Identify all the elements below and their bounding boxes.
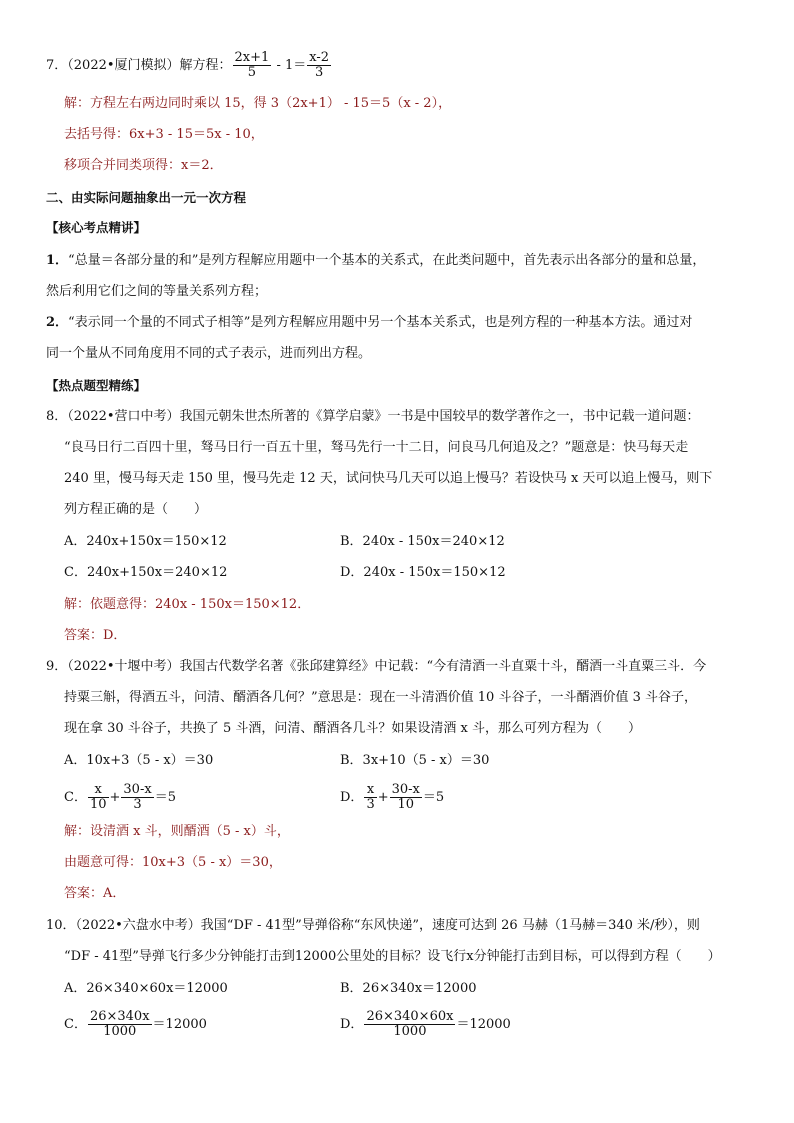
q9-answer: 答案：A． (64, 886, 126, 901)
q7-solution-3: 移项合并同类项得：x＝2． (64, 158, 223, 173)
q7-frac2-num: x-2 (309, 50, 330, 65)
q9-option-b[interactable]: B．3x+10（5 - x）＝30 (340, 753, 490, 768)
q7-fraction-left (233, 51, 272, 80)
core-header: 【核心考点精讲】 (46, 220, 147, 235)
q9-c-plus: + (109, 790, 121, 805)
q10-line-2: “DF - 41型”导弹飞行多少分钟能打击到12000公里处的目标？设飞行x分钟能打击到目标，可以得到方程（ ） (64, 949, 721, 964)
q7-frac1-num: 2x+1 (234, 50, 270, 65)
q9-option-c-frac-1 (88, 783, 109, 812)
q7-frac1-den: 5 (247, 65, 257, 80)
q7-stem-prefix: 7．（2022•厦门模拟）解方程： (46, 58, 232, 73)
q9-solution-2: 由题意可得：10x+3（5 - x）＝30， (64, 855, 282, 870)
q10-d-num: 26×340×60x (366, 1009, 454, 1024)
core-point-2-number: 2． (46, 315, 69, 330)
q9-c-f2-num: 30-x (123, 782, 152, 797)
core-point-2-line-1 (46, 313, 692, 333)
q7-stem-mid: - 1＝ (272, 58, 307, 73)
q10-option-d[interactable] (340, 1005, 511, 1045)
q9-option-c[interactable] (64, 778, 176, 818)
q10-c-den: 1000 (103, 1024, 137, 1039)
q8-option-c[interactable]: C．240x+150x＝240×12 (64, 565, 228, 580)
q9-c-tail: ＝5 (154, 790, 176, 805)
q9-line-3: 现在拿 30 斗谷子，共换了 5 斗酒，问清、醑酒各几斗？如果设清酒 x 斗，那么可列方程为（ ） (64, 721, 641, 736)
q9-d-f2-num: 30-x (391, 782, 420, 797)
core-point-1-line-2: 然后利用它们之间的等量关系列方程； (46, 284, 268, 299)
q10-option-c-frac (88, 1010, 152, 1039)
hot-header: 【热点题型精练】 (46, 378, 147, 393)
q10-option-c[interactable] (64, 1005, 207, 1045)
q7-stem (46, 46, 332, 86)
q8-line-4: 列方程正确的是（ ） (64, 502, 208, 517)
q9-d-f2-den: 10 (397, 797, 415, 812)
core-point-2-line-2: 同一个量从不同角度用不同的式子表示，进而列出方程。 (46, 346, 372, 361)
core-point-1-number: 1． (46, 253, 69, 268)
q10-d-den: 1000 (393, 1024, 427, 1039)
q8-option-b[interactable]: B．240x - 150x＝240×12 (340, 534, 505, 549)
q9-line-2: 持粟三斛，得酒五斗，问清、醑酒各几何？”意思是：现在一斗清酒价值 10 斗谷子，一斗醑酒价值 3 斗谷子， (64, 690, 697, 705)
q8-line-2: “良马日行二百四十里，驽马日行一百五十里，驽马先行一十二日，问良马几何追及之？”题意是：快马每天走 (64, 440, 689, 455)
q9-solution-1: 解：设清酒 x 斗，则醑酒（5 - x）斗， (64, 824, 290, 839)
q10-option-c-label: C． (64, 1017, 87, 1032)
q10-option-b[interactable]: B．26×340x＝12000 (340, 981, 477, 996)
q9-d-f1-num: x (364, 783, 376, 798)
q9-option-d[interactable] (340, 778, 444, 818)
q9-line-1: 9．（2022•十堰中考）我国古代数学名著《张邱建算经》中记载：“今有清酒一斗直粟十斗，醑酒一斗直粟三斗．今 (46, 659, 707, 674)
q9-d-f1-den: 3 (366, 797, 375, 812)
q9-option-c-frac-2 (121, 783, 153, 812)
q7-solution-2: 去括号得：6x+3 - 15＝5x - 10， (64, 127, 264, 142)
q8-option-d[interactable]: D．240x - 150x＝150×12 (340, 565, 506, 580)
q9-d-plus: + (377, 790, 389, 805)
q7-fraction-right (307, 51, 331, 80)
q10-d-tail: ＝12000 (456, 1017, 511, 1032)
q9-c-f1-den: 10 (89, 797, 107, 812)
section-title: 二、由实际问题抽象出一元一次方程 (46, 190, 247, 205)
q10-c-tail: ＝12000 (152, 1017, 207, 1032)
core-point-1-text-1: “总量＝各部分量的和”是列方程解应用题中一个基本的关系式，在此类问题中，首先表示出各部分的量和总量， (68, 253, 706, 268)
q9-d-tail: ＝5 (422, 790, 445, 805)
q8-line-1: 8．（2022•营口中考）我国元朝朱世杰所著的《算学启蒙》一书是中国较早的数学著作之一，书中记载一道问题： (46, 409, 700, 424)
core-point-1-line-1 (46, 251, 705, 271)
q9-c-f2-den: 3 (133, 797, 142, 812)
q9-option-c-label: C． (64, 790, 87, 805)
q8-option-a[interactable]: A．240x+150x＝150×12 (64, 534, 227, 549)
q9-option-d-frac-2 (390, 783, 422, 812)
q10-option-d-frac (364, 1010, 455, 1039)
q8-line-3: 240 里，慢马每天走 150 里，慢马先走 12 天，试问快马几天可以追上慢马？若设快马 x 天可以追上慢马，则下 (64, 471, 713, 486)
q8-answer: 答案：D． (64, 628, 127, 643)
q10-option-a[interactable]: A．26×340×60x＝12000 (64, 981, 228, 996)
q8-solution: 解：依题意得：240x - 150x＝150×12． (64, 597, 311, 612)
q9-option-d-label: D． (340, 790, 364, 805)
core-point-2-text-1: “表示同一个量的不同式子相等”是列方程解应用题中另一个基本关系式，也是列方程的一种基本方法。通过对 (68, 315, 693, 330)
q7-solution-1: 解：方程左右两边同时乘以 15，得 3（2x+1） - 15＝5（x - 2）， (64, 96, 452, 111)
q10-c-num: 26×340x (89, 1009, 150, 1024)
q10-line-1: 10．（2022•六盘水中考）我国“DF - 41型”导弹俗称“东风快递”，速度可达到 26 马赫（1马赫＝340 米/秒），则 (46, 918, 700, 933)
q9-c-f1-num: x (88, 783, 109, 798)
q7-frac2-den: 3 (315, 65, 324, 80)
q9-option-a[interactable]: A．10x+3（5 - x）＝30 (64, 753, 214, 768)
q9-option-d-frac-1 (364, 783, 376, 812)
q10-option-d-label: D． (340, 1017, 364, 1032)
